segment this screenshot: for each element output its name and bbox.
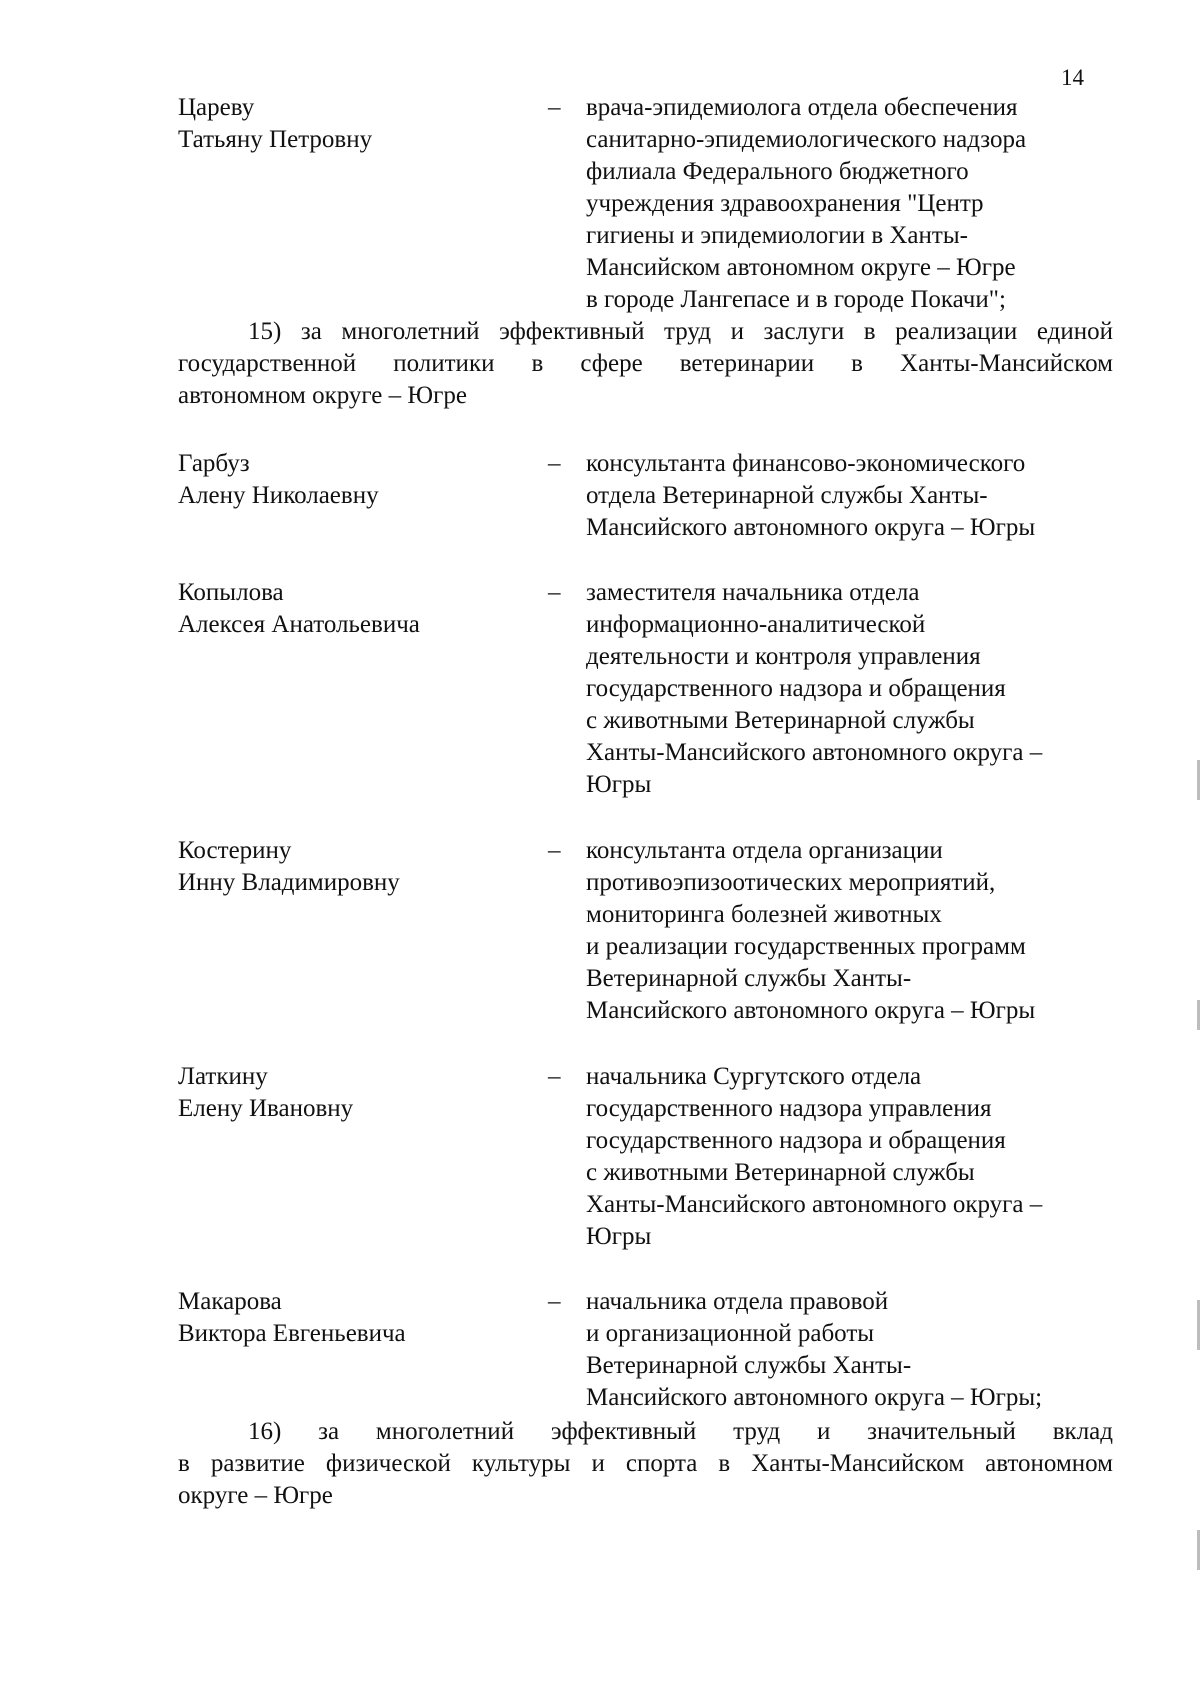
paragraph-line: 16) за многолетний эффективный труд и значительный вклад bbox=[248, 1418, 1113, 1445]
position-line: и реализации государственных программ bbox=[586, 933, 1026, 960]
position-line: Югры bbox=[586, 1223, 652, 1250]
position-line: отдела Ветеринарной службы Ханты- bbox=[586, 482, 988, 509]
paragraph-line: автономном округе – Югре bbox=[178, 382, 467, 409]
position-line: Мансийском автономном округе – Югре bbox=[586, 254, 1016, 281]
position-line: с животными Ветеринарной службы bbox=[586, 707, 975, 734]
person-name bbox=[178, 448, 538, 512]
position-line: Мансийского автономного округа – Югры; bbox=[586, 1384, 1043, 1411]
person-name bbox=[178, 835, 538, 899]
position-line: Ханты-Мансийского автономного округа – bbox=[586, 739, 1043, 766]
person-surname: Гарбуз bbox=[178, 450, 250, 477]
position-line: начальника отдела правовой bbox=[586, 1288, 889, 1315]
position-line: информационно-аналитической bbox=[586, 611, 926, 638]
dash-separator: – bbox=[548, 450, 561, 477]
position-line: консультанта отдела организации bbox=[586, 837, 943, 864]
position-line: врача-эпидемиолога отдела обеспечения bbox=[586, 94, 1018, 121]
position-line: филиала Федерального бюджетного bbox=[586, 158, 969, 185]
paragraph-line: округе – Югре bbox=[178, 1482, 333, 1509]
section-paragraph bbox=[178, 1416, 1113, 1512]
person-position bbox=[586, 577, 1113, 801]
person-surname: Макарова bbox=[178, 1288, 282, 1315]
dash-separator: – bbox=[548, 579, 561, 606]
position-line: гигиены и эпидемиологии в Ханты- bbox=[586, 222, 968, 249]
position-line: Мансийского автономного округа – Югры bbox=[586, 514, 1036, 541]
person-name bbox=[178, 1286, 538, 1350]
person-position bbox=[586, 835, 1113, 1027]
position-line: государственного надзора и обращения bbox=[586, 675, 1006, 702]
person-name bbox=[178, 92, 538, 156]
position-line: учреждения здравоохранения "Центр bbox=[586, 190, 984, 217]
position-line: санитарно-эпидемиологического надзора bbox=[586, 126, 1027, 153]
paragraph-line: 15) за многолетний эффективный труд и заслуги в реализации единой bbox=[248, 318, 1113, 345]
position-line: с животными Ветеринарной службы bbox=[586, 1159, 975, 1186]
paragraph-line: государственной политики в сфере ветеринарии в Ханты-Мансийском bbox=[178, 350, 1113, 377]
position-line: Ветеринарной службы Ханты- bbox=[586, 1352, 912, 1379]
person-given-name: Виктора Евгеньевича bbox=[178, 1320, 406, 1347]
person-surname: Цареву bbox=[178, 94, 255, 121]
dash-separator: – bbox=[548, 1063, 561, 1090]
person-surname: Латкину bbox=[178, 1063, 268, 1090]
position-line: консультанта финансово-экономического bbox=[586, 450, 1026, 477]
position-line: начальника Сургутского отдела bbox=[586, 1063, 922, 1090]
position-line: Ветеринарной службы Ханты- bbox=[586, 965, 912, 992]
person-surname: Копылова bbox=[178, 579, 284, 606]
dash-separator: – bbox=[548, 837, 561, 864]
position-line: государственного надзора и обращения bbox=[586, 1127, 1006, 1154]
person-name bbox=[178, 1061, 538, 1125]
position-line: в городе Лангепасе и в городе Покачи"; bbox=[586, 286, 1006, 313]
position-line: Ханты-Мансийского автономного округа – bbox=[586, 1191, 1043, 1218]
person-position bbox=[586, 448, 1113, 544]
position-line: государственного надзора управления bbox=[586, 1095, 992, 1122]
dash-separator: – bbox=[548, 94, 561, 121]
position-line: и организационной работы bbox=[586, 1320, 875, 1347]
person-given-name: Татьяну Петровну bbox=[178, 126, 373, 153]
position-line: Югры bbox=[586, 771, 652, 798]
person-given-name: Алену Николаевну bbox=[178, 482, 379, 509]
person-position bbox=[586, 1286, 1113, 1414]
person-surname: Костерину bbox=[178, 837, 292, 864]
position-line: Мансийского автономного округа – Югры bbox=[586, 997, 1036, 1024]
person-given-name: Алексея Анатольевича bbox=[178, 611, 420, 638]
person-position bbox=[586, 92, 1113, 316]
position-line: мониторинга болезней животных bbox=[586, 901, 942, 928]
person-position bbox=[586, 1061, 1113, 1253]
person-given-name: Елену Ивановну bbox=[178, 1095, 354, 1122]
position-line: заместителя начальника отдела bbox=[586, 579, 920, 606]
section-paragraph bbox=[178, 316, 1113, 412]
position-line: деятельности и контроля управления bbox=[586, 643, 981, 670]
position-line: противоэпизоотических мероприятий, bbox=[586, 869, 996, 896]
person-given-name: Инну Владимировну bbox=[178, 869, 400, 896]
person-name bbox=[178, 577, 538, 641]
dash-separator: – bbox=[548, 1288, 561, 1315]
paragraph-line: в развитие физической культуры и спорта в Ханты-Мансийском автономном bbox=[178, 1450, 1113, 1477]
page-number: 14 bbox=[1061, 65, 1084, 90]
